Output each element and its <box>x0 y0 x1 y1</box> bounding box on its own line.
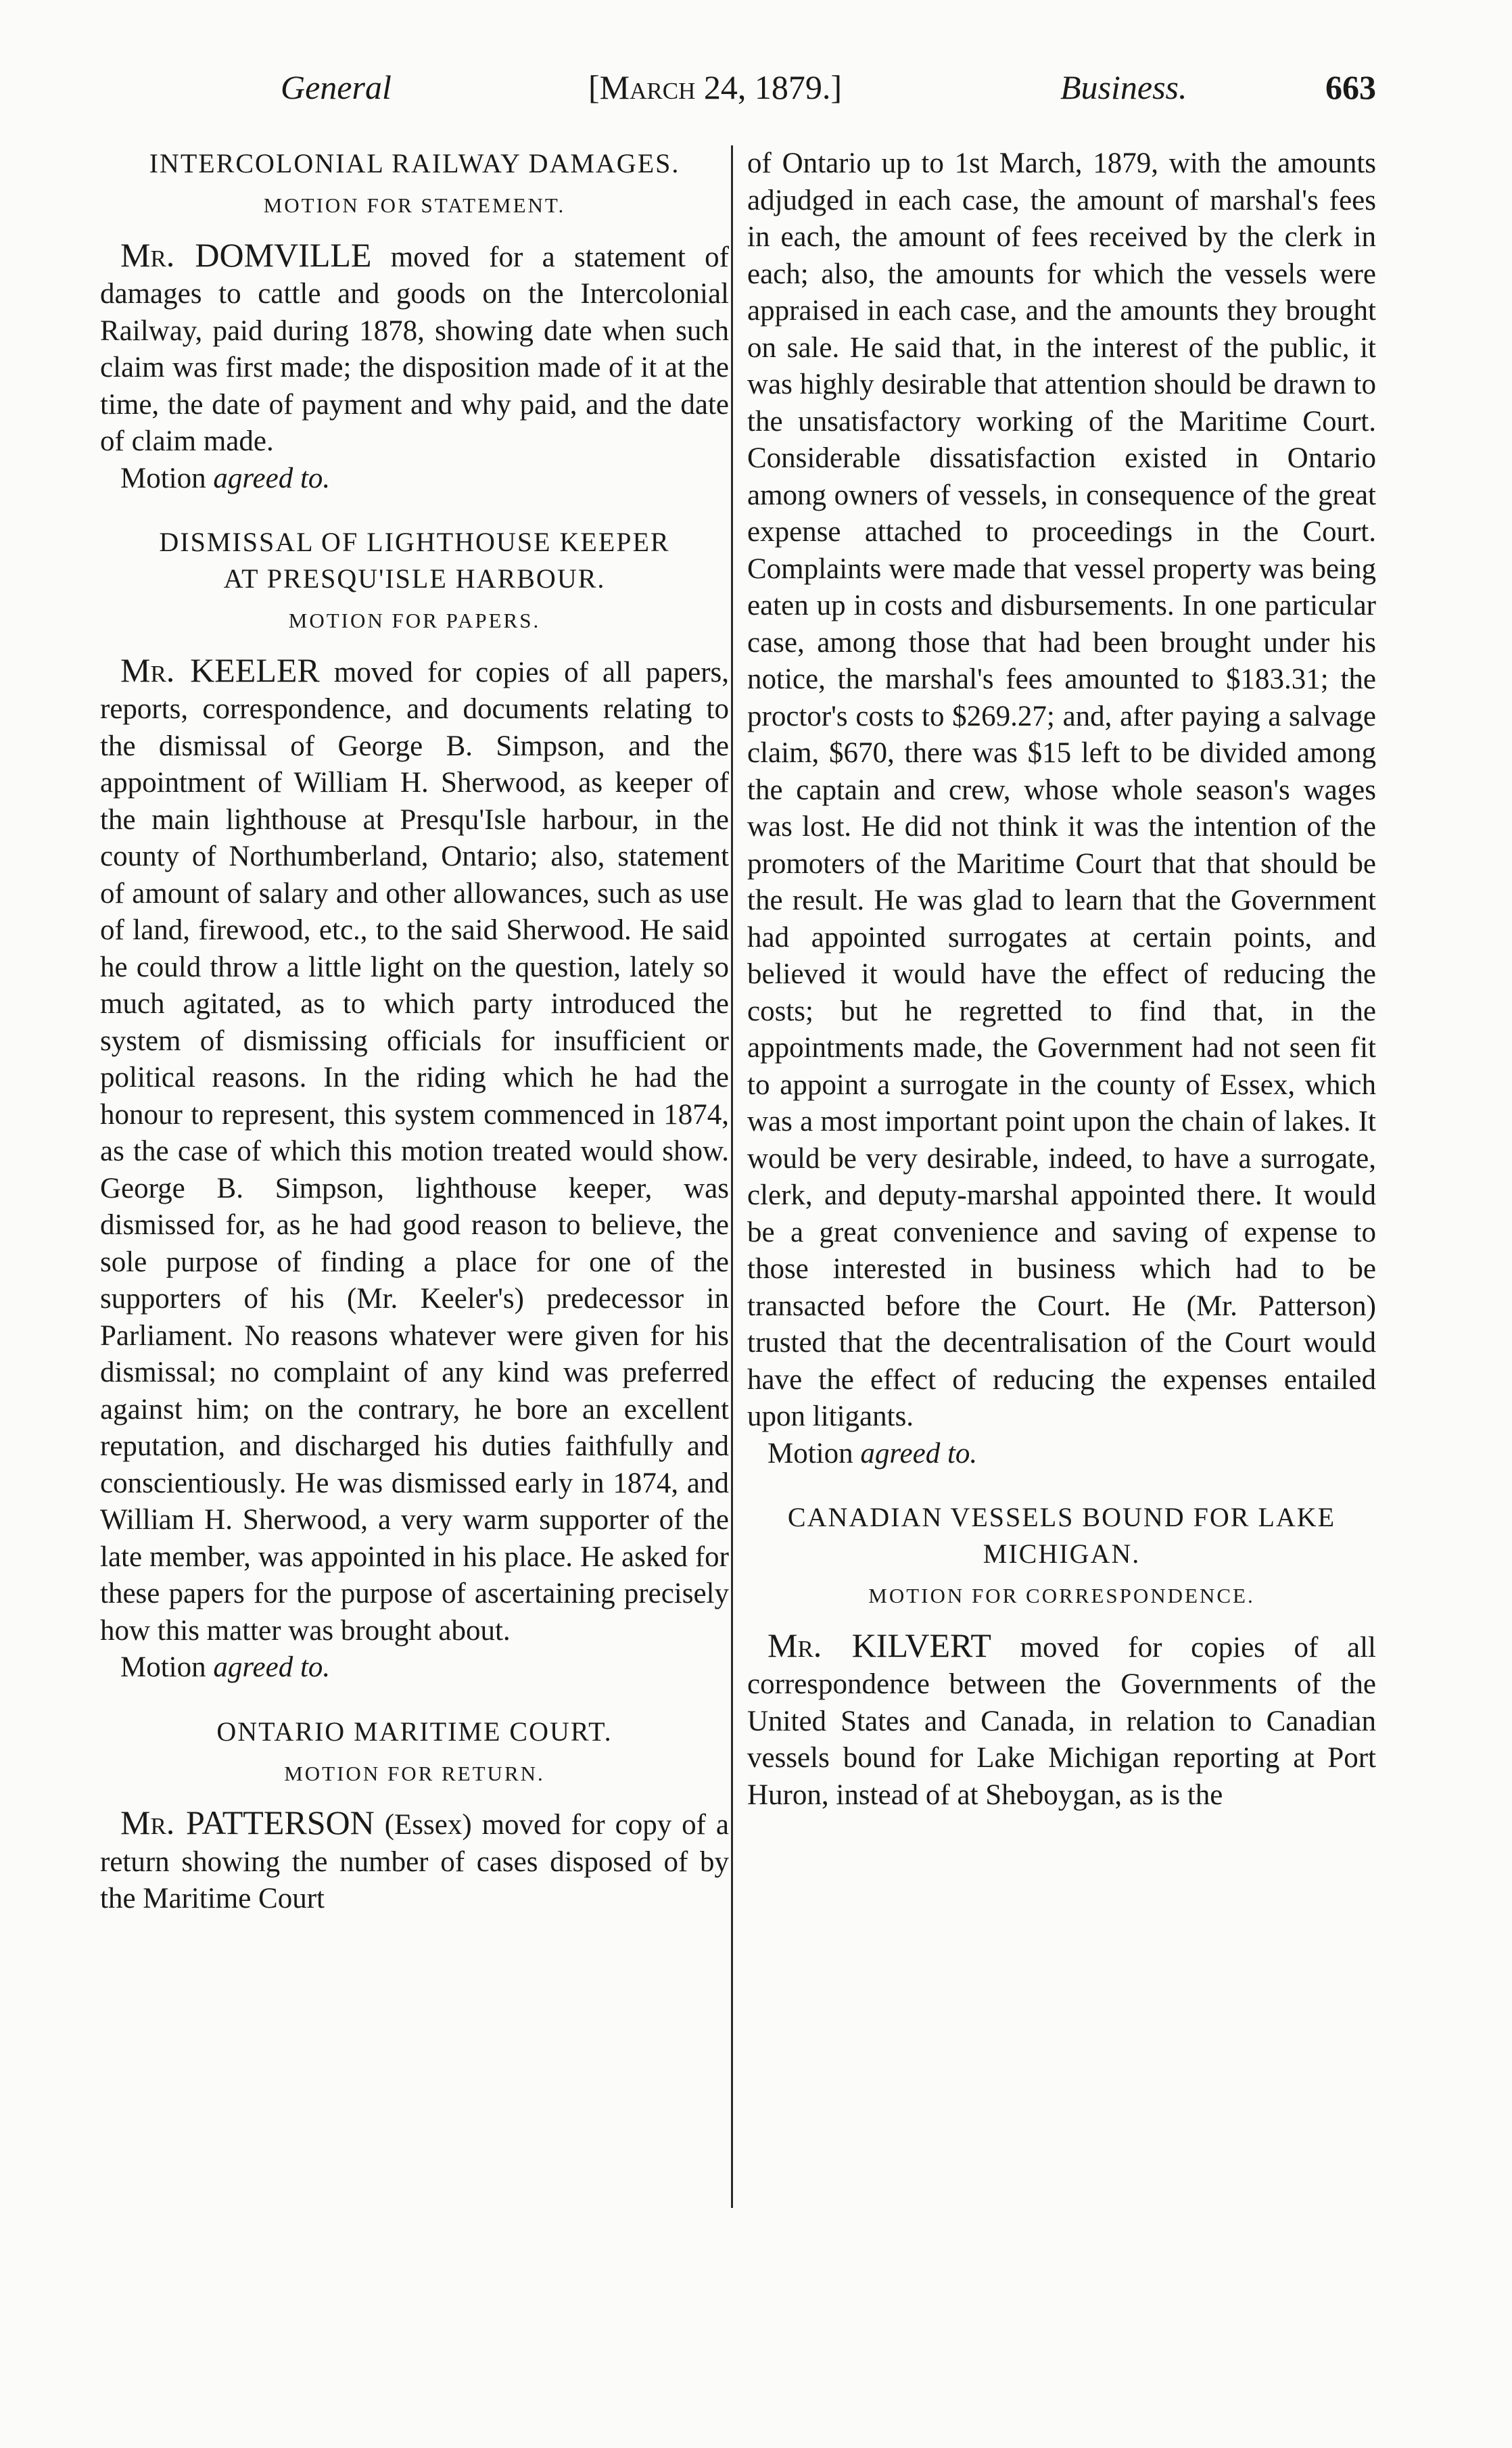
motion-prefix: Motion <box>120 1651 206 1683</box>
page-number: 663 <box>1325 68 1376 106</box>
paragraph-keeler <box>100 652 729 1650</box>
motion-result: agreed to. <box>213 1651 331 1683</box>
text-kilvert: moved for copies of all correspondence between the Governments of the United States and Canada, in relation to Canadian vessels bound for Lake Michigan reporting at Port Huron, instead of at Sheboygan, as is the <box>747 1631 1377 1811</box>
motion-line-2 <box>100 1649 729 1687</box>
header-right: Business. <box>1060 68 1187 106</box>
left-column <box>100 145 729 1918</box>
section-title-maritime: ONTARIO MARITIME COURT. <box>216 1716 613 1747</box>
speaker-keeler: Mr. KEELER <box>120 651 320 689</box>
motion-line-3 <box>747 1436 1376 1473</box>
text-patterson: (Essex) moved for copy of a return showing the number of cases disposed of by the Maritime Court <box>100 1809 730 1914</box>
running-header <box>0 68 1512 122</box>
paragraph-kilvert <box>747 1627 1376 1814</box>
motion-line-1 <box>100 461 729 498</box>
paragraph-domville <box>100 237 729 461</box>
motion-prefix: Motion <box>767 1437 853 1469</box>
motion-prefix: Motion <box>120 462 206 494</box>
motion-result: agreed to. <box>213 462 331 494</box>
text-keeler: moved for copies of all papers, reports, correspondence, and documents relating to the dismissal of George B. Simpson, and the appointment of William H. Sherwood, as keeper of the main lighthouse at Presqu'Isle harbour, in the county of Northumberland, Ontario; also, statement of amount of salary and other allowances, such as use of land, firewood, etc., to the said Sherwood. He said he could throw a little light on the question, lately so much agitated, as to which party introduced the system of dismissing officials for insufficient or political reasons. In the riding which he had the honour to represent, this system commenced in 1874, as the case of which this motion treated would show. George B. Simpson, lighthouse keeper, was dismissed for, as he had good reason to believe, the sole purpose of finding a place for one of the supporters of his (Mr. Keeler's) predecessor in Parliament. No reasons whatever were given for his dismissal; no complaint of any kind was preferred against him; on the contrary, he bore an excellent reputation, and discharged his duties faithfully and conscientiously. He was dismissed early in 1874, and William H. Sherwood, a very warm supporter of the late member, was appointed in his place. He asked for these papers for the purpose of ascertaining precisely how this matter was brought about. <box>100 656 730 1647</box>
section-title-lighthouse-1: DISMISSAL OF LIGHTHOUSE KEEPER <box>159 527 670 557</box>
text-domville: moved for a statement of damages to cattle and goods on the Intercolonial Railway, paid during 1878, showing date when such claim was first made; the disposition made of it at the time, the date of payment and why paid, and the date of claim made. <box>100 241 729 457</box>
section-subtitle-papers: MOTION FOR PAPERS. <box>288 609 541 632</box>
section-title-intercolonial: INTERCOLONIAL RAILWAY DAMAGES. <box>149 148 680 179</box>
paragraph-patterson-continued: of Ontario up to 1st March, 1879, with the amounts adjudged in each case, the amount of marshal's fees in each, the amount of fees received by the clerk in each; also, the amounts for which the vessels were appraised in each case, and the amounts they brought on sale. He said that, in the interest of the public, it was highly desirable that attention should be drawn to the unsatisfactory working of the Maritime Court. Considerable dissatisfaction existed in Ontario among owners of vessels, in consequence of the great expense attached to proceedings in the Court. Complaints were made that vessel property was being eaten up in costs and disbursements. In one particular case, among those that had been brought under his notice, the marshal's fees amounted to $183.31; the proctor's costs to $269.27; and, after paying a salvage claim, $670, there was $15 left to be divided among the captain and crew, whose whole season's wages was lost. He did not think it was the intention of the promoters of the Maritime Court that that should be the result. He was glad to learn that the Government had appointed surrogates at certain points, and believed it would have the effect of reducing the costs; but he regretted to find that, in the appointments made, the Government had not seen fit to appoint a surrogate in the county of Essex, which was a most important point upon the chain of lakes. It would be very desirable, indeed, to have a surrogate, clerk, and deputy-marshal appointed there. It would be a great convenience and saving of expense to those interested in business which had to be transacted before the Court. He (Mr. Patterson) trusted that the decentralisation of the Court would have the effect of reducing the expenses entailed upon litigants. <box>747 147 1376 1432</box>
section-title-lighthouse-2: AT PRESQU'ISLE HARBOUR. <box>223 563 606 594</box>
section-subtitle-statement: MOTION FOR STATEMENT. <box>263 193 566 217</box>
header-date: [March 24, 1879.] <box>588 68 842 106</box>
motion-result: agreed to. <box>860 1437 978 1469</box>
header-left: General <box>281 68 392 106</box>
paragraph-patterson <box>100 1804 729 1918</box>
section-subtitle-correspondence: MOTION FOR CORRESPONDENCE. <box>868 1584 1255 1607</box>
speaker-domville: Mr. DOMVILLE <box>120 235 372 274</box>
section-title-vessels-1: CANADIAN VESSELS BOUND FOR LAKE <box>787 1502 1336 1532</box>
speaker-kilvert: Mr. KILVERT <box>767 1626 991 1664</box>
column-divider <box>731 145 733 2208</box>
speaker-patterson: Mr. PATTERSON <box>120 1804 375 1841</box>
section-subtitle-return: MOTION FOR RETURN. <box>284 1761 545 1785</box>
section-title-vessels-2: MICHIGAN. <box>983 1538 1141 1569</box>
right-column <box>747 145 1376 1814</box>
